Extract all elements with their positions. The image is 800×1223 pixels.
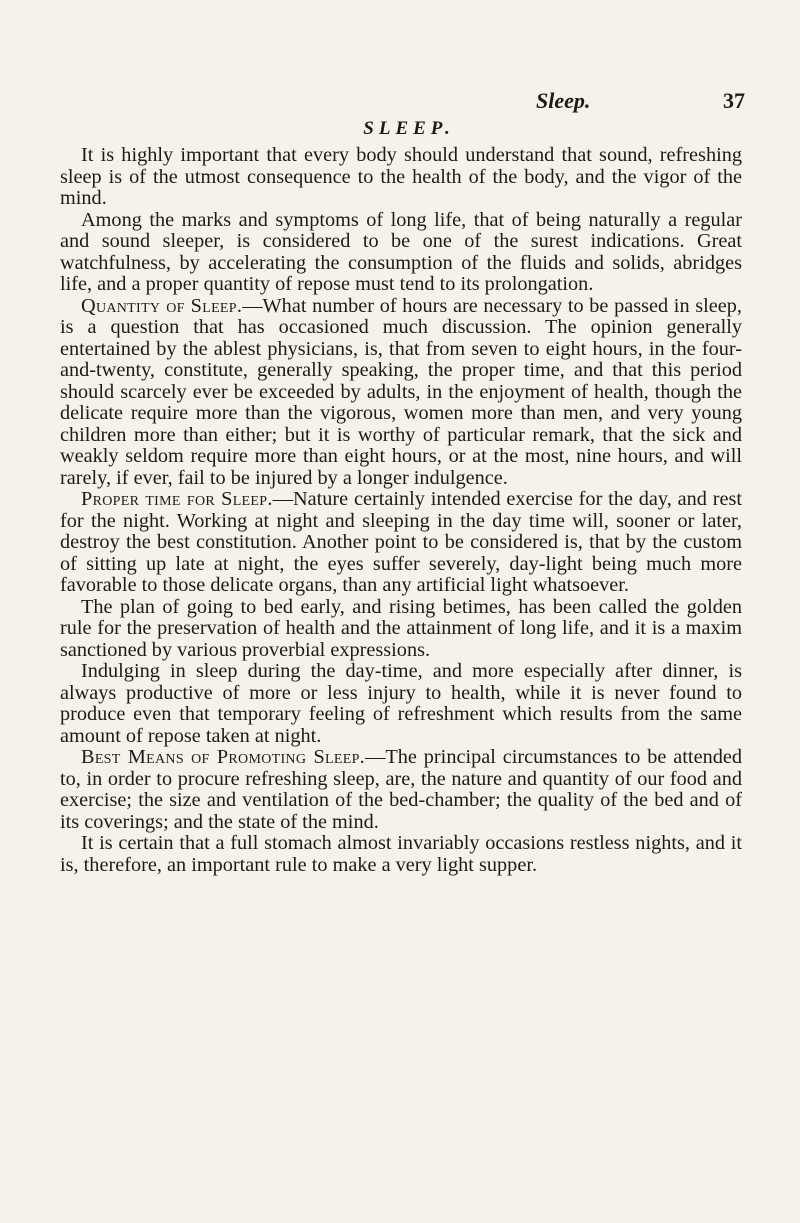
paragraph [60, 597, 742, 662]
paragraph-text: —Nature certainly intended exercise for the day, and rest for the night. Working at night and sleeping in the day time will, sooner or later, destroy the best constitution. Another point to be considered is, that by the custom of sitting up late at night, the eyes suffer severely, day-light being much more favorable to those delicate organs, than any artificial light whatsoever. [60, 488, 742, 596]
paragraph-text: —The principal circumstances to be attended to, in order to procure refreshing sleep, are, the nature and quantity of our food and exercise; the size and ventilation of the bed-chamber; the quality of the bed and of its coverings; and the state of the mind. [60, 746, 742, 833]
paragraph-text: Among the marks and symptoms of long life, that of being naturally a regular and sound sleeper, is considered to be one of the surest indications. Great watchfulness, by accelerating the consumption of the fluids and solids, abridges life, and a proper quantity of repose must tend to its prolongation. [60, 208, 742, 295]
paragraph-text: It is highly important that every body should understand that sound, refreshing sleep is of the utmost consequence to the health of the body, and the vigor of the mind. [60, 144, 742, 209]
page-number: 37 [723, 88, 745, 113]
paragraph-text: The plan of going to bed early, and rising betimes, has been called the golden rule for the preservation of health and the attainment of long life, and it is a maxim sanctioned by various proverbial expressions. [60, 595, 742, 661]
paragraph-run-in: Proper time for Sleep. [81, 488, 273, 510]
running-title: Sleep. [536, 88, 591, 113]
paragraph [60, 489, 742, 597]
paragraph [60, 210, 742, 296]
paragraph [60, 661, 742, 747]
paragraph [60, 747, 742, 833]
running-head [0, 84, 800, 118]
paragraph [60, 145, 742, 210]
paragraph-text: It is certain that a full stomach almost invariably occasions restless nights, and it is, therefore, an important rule to make a very light supper. [60, 832, 742, 876]
body-text [60, 145, 742, 876]
paragraph-text: —What number of hours are necessary to be passed in sleep, is a question that has occasioned much discussion. The opinion generally entertained by the ablest physicians, is, that from seven to eight hours, in the four-and-twenty, constitute, generally speaking, the proper time, and that this period should scarcely ever be exceeded by adults, in the enjoyment of health, though the delicate require more than the vigorous, women more than men, and very young children more than either; but it is worthy of particular remark, that the sick and weakly seldom require more than eight hours, or at the most, nine hours, and will rarely, if ever, fail to be injured by a longer indulgence. [60, 294, 742, 489]
paragraph [60, 296, 742, 490]
paragraph-run-in: Best Means of Promoting Sleep. [81, 746, 366, 768]
section-heading: SLEEP. [363, 118, 455, 139]
paragraph [60, 833, 742, 876]
paragraph-text: Indulging in sleep during the day-time, and more especially after dinner, is always productive of more or less injury to health, while it is never found to produce even that temporary feeling of refreshment which results from the same amount of repose taken at night. [60, 660, 742, 747]
paragraph-run-in: Quantity of Sleep. [81, 294, 243, 317]
